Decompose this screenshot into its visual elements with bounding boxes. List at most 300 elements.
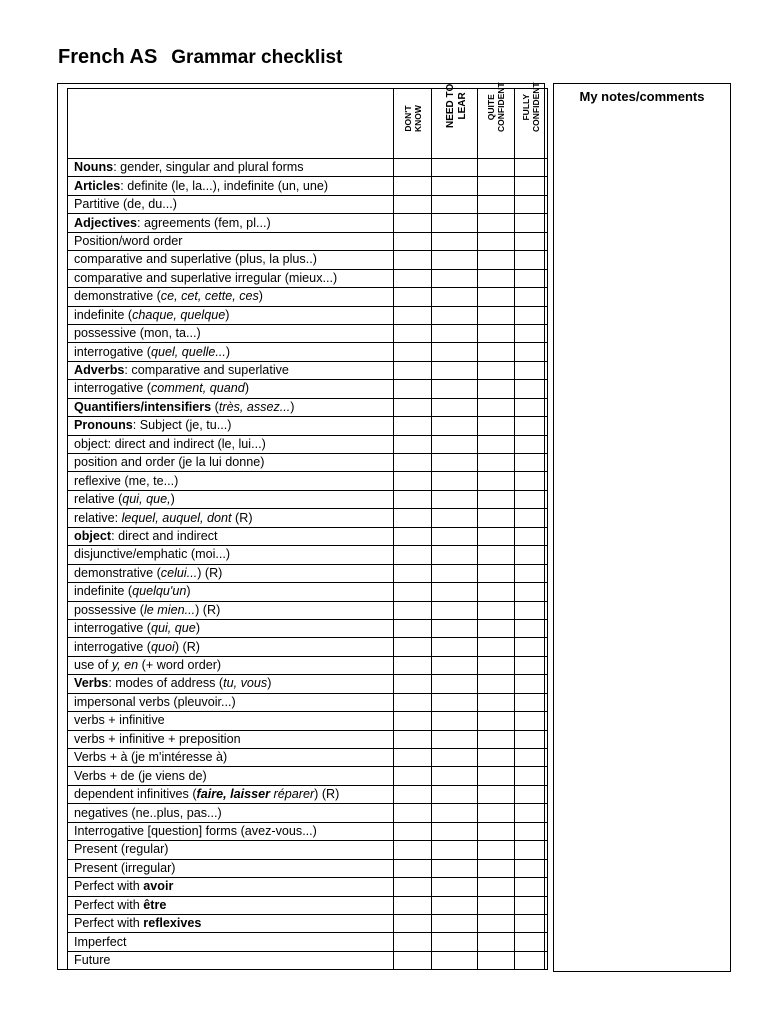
checkbox-cell-dont-know[interactable] [394,195,432,213]
checkbox-cell-quite-confident[interactable] [478,767,515,785]
checkbox-cell-quite-confident[interactable] [478,896,515,914]
topic-text: Future [74,953,111,968]
table-row [68,656,548,674]
checkbox-cell-need-to-learn[interactable] [432,841,478,859]
checkbox-cell-quite-confident[interactable] [478,324,515,342]
checkbox-cell-need-to-learn[interactable] [432,693,478,711]
topic-text: interrogative ( [74,381,151,396]
checkbox-cell-dont-know[interactable] [394,417,432,435]
checkbox-cell-dont-know[interactable] [394,380,432,398]
checkbox-cell-fully-confident[interactable] [515,822,548,840]
topic-cell [68,343,394,361]
checkbox-cell-need-to-learn[interactable] [432,454,478,472]
topic-text: relative ( [74,492,123,507]
checkbox-cell-quite-confident[interactable] [478,785,515,803]
topic-text: Verbs + à (je m'intéresse à) [74,750,228,765]
checkbox-cell-quite-confident[interactable] [478,933,515,951]
checkbox-cell-need-to-learn[interactable] [432,896,478,914]
checkbox-cell-dont-know[interactable] [394,896,432,914]
checkbox-cell-need-to-learn[interactable] [432,933,478,951]
checkbox-cell-fully-confident[interactable] [515,564,548,582]
checkbox-cell-need-to-learn[interactable] [432,638,478,656]
checkbox-cell-need-to-learn[interactable] [432,509,478,527]
checkbox-cell-dont-know[interactable] [394,656,432,674]
table-row [68,232,548,250]
table-row [68,583,548,601]
checkbox-cell-dont-know[interactable] [394,251,432,269]
table-row [68,324,548,342]
checkbox-cell-fully-confident[interactable] [515,712,548,730]
table-row [68,896,548,914]
checkbox-cell-fully-confident[interactable] [515,675,548,693]
topic-text: être [143,897,167,912]
checkbox-cell-need-to-learn[interactable] [432,232,478,250]
checkbox-cell-need-to-learn[interactable] [432,417,478,435]
checkbox-cell-fully-confident[interactable] [515,177,548,195]
checkbox-cell-dont-know[interactable] [394,159,432,177]
topic-text: avoir [143,879,174,894]
checkbox-cell-quite-confident[interactable] [478,914,515,932]
table-row [68,546,548,564]
checkbox-cell-quite-confident[interactable] [478,472,515,490]
checkbox-cell-dont-know[interactable] [394,472,432,490]
topic-text: qui, que, [122,492,171,507]
topic-text: comparative and superlative (plus, la plus..) [74,252,317,267]
title-sub: Grammar checklist [171,47,343,68]
table-row [68,712,548,730]
table-row [68,749,548,767]
notes-panel [553,83,731,972]
checkbox-cell-quite-confident[interactable] [478,601,515,619]
topic-cell [68,398,394,416]
checkbox-cell-need-to-learn[interactable] [432,251,478,269]
checkbox-cell-dont-know[interactable] [394,951,432,969]
checkbox-cell-dont-know[interactable] [394,914,432,932]
checkbox-cell-need-to-learn[interactable] [432,749,478,767]
checkbox-cell-need-to-learn[interactable] [432,767,478,785]
topic-text: object [74,528,112,543]
checkbox-cell-dont-know[interactable] [394,601,432,619]
topic-cell [68,914,394,932]
checkbox-cell-fully-confident[interactable] [515,509,548,527]
topic-text: Present (regular) [74,842,169,857]
checkbox-cell-fully-confident[interactable] [515,343,548,361]
checkbox-cell-need-to-learn[interactable] [432,361,478,379]
column-header-need-to-learn: NEED TO LEAR [432,89,478,159]
table-row [68,564,548,582]
checkbox-cell-dont-know[interactable] [394,232,432,250]
table-row [68,454,548,472]
topic-text: quel, quelle... [151,344,226,359]
topic-cell [68,804,394,822]
topic-text: Nouns [74,160,114,175]
topic-cell [68,564,394,582]
page-title [58,46,342,69]
checkbox-cell-fully-confident[interactable] [515,546,548,564]
checkbox-cell-quite-confident[interactable] [478,730,515,748]
topic-cell [68,324,394,342]
topic-text: le mien... [144,602,196,617]
checkbox-cell-need-to-learn[interactable] [432,380,478,398]
checkbox-cell-quite-confident[interactable] [478,638,515,656]
checkbox-cell-fully-confident[interactable] [515,601,548,619]
checkbox-cell-quite-confident[interactable] [478,951,515,969]
checkbox-cell-need-to-learn[interactable] [432,472,478,490]
topic-text: très, assez... [218,399,291,414]
checkbox-cell-need-to-learn[interactable] [432,822,478,840]
topic-text: relative: [74,510,122,525]
table-row [68,398,548,416]
topic-text: possessive ( [74,602,144,617]
checkbox-cell-need-to-learn[interactable] [432,878,478,896]
checkbox-cell-dont-know[interactable] [394,454,432,472]
table-row [68,730,548,748]
checkbox-cell-fully-confident[interactable] [515,195,548,213]
topic-text: interrogative ( [74,621,151,636]
table-row [68,822,548,840]
checkbox-cell-fully-confident[interactable] [515,896,548,914]
topic-text: verbs + infinitive + preposition [74,731,241,746]
checkbox-cell-fully-confident[interactable] [515,951,548,969]
checkbox-cell-quite-confident[interactable] [478,195,515,213]
topic-text: réparer [270,787,315,802]
topic-text: impersonal verbs (pleuvoir...) [74,694,236,709]
checkbox-cell-quite-confident[interactable] [478,269,515,287]
checkbox-cell-quite-confident[interactable] [478,490,515,508]
checkbox-cell-dont-know[interactable] [394,712,432,730]
checkbox-cell-fully-confident[interactable] [515,472,548,490]
checkbox-cell-dont-know[interactable] [394,509,432,527]
topic-text: demonstrative ( [74,289,161,304]
table-row [68,214,548,232]
checkbox-cell-quite-confident[interactable] [478,380,515,398]
topic-text: y, en [111,658,139,673]
topic-cell [68,822,394,840]
topic-text: qui, que [151,621,196,636]
title-main: French AS [58,46,158,68]
checkbox-cell-dont-know[interactable] [394,859,432,877]
checkbox-cell-fully-confident[interactable] [515,232,548,250]
topic-text: chaque, quelque [132,307,226,322]
topic-cell [68,251,394,269]
topic-cell [68,841,394,859]
checkbox-cell-need-to-learn[interactable] [432,177,478,195]
checkbox-cell-dont-know[interactable] [394,841,432,859]
checkbox-cell-dont-know[interactable] [394,933,432,951]
topic-cell [68,490,394,508]
checkbox-cell-fully-confident[interactable] [515,324,548,342]
checkbox-cell-fully-confident[interactable] [515,454,548,472]
topic-text: Perfect with [74,897,144,912]
checkbox-cell-fully-confident[interactable] [515,380,548,398]
topic-cell [68,730,394,748]
table-row [68,933,548,951]
checkbox-cell-dont-know[interactable] [394,288,432,306]
topic-cell [68,159,394,177]
checkbox-cell-fully-confident[interactable] [515,749,548,767]
checkbox-cell-dont-know[interactable] [394,324,432,342]
topic-cell [68,269,394,287]
topic-cell [68,859,394,877]
checkbox-cell-quite-confident[interactable] [478,619,515,637]
checkbox-cell-need-to-learn[interactable] [432,785,478,803]
topic-cell [68,417,394,435]
checkbox-cell-fully-confident[interactable] [515,583,548,601]
topic-text: ) [244,381,250,396]
checkbox-cell-quite-confident[interactable] [478,693,515,711]
checkbox-cell-quite-confident[interactable] [478,878,515,896]
checkbox-cell-dont-know[interactable] [394,343,432,361]
checkbox-cell-quite-confident[interactable] [478,177,515,195]
topic-text: ) [290,399,295,414]
topic-cell [68,878,394,896]
checkbox-cell-need-to-learn[interactable] [432,343,478,361]
checkbox-cell-need-to-learn[interactable] [432,583,478,601]
checkbox-cell-need-to-learn[interactable] [432,804,478,822]
table-row [68,195,548,213]
checkbox-cell-need-to-learn[interactable] [432,619,478,637]
table-row [68,490,548,508]
checkbox-cell-fully-confident[interactable] [515,435,548,453]
checkbox-cell-quite-confident[interactable] [478,232,515,250]
topic-cell [68,712,394,730]
checkbox-cell-fully-confident[interactable] [515,527,548,545]
checkbox-cell-need-to-learn[interactable] [432,914,478,932]
checkbox-cell-dont-know[interactable] [394,804,432,822]
checkbox-cell-quite-confident[interactable] [478,214,515,232]
topic-text: Adjectives [74,215,137,230]
checkbox-cell-quite-confident[interactable] [478,435,515,453]
checkbox-cell-quite-confident[interactable] [478,859,515,877]
checkbox-cell-dont-know[interactable] [394,785,432,803]
checkbox-cell-dont-know[interactable] [394,564,432,582]
checkbox-cell-need-to-learn[interactable] [432,656,478,674]
topic-cell [68,583,394,601]
checkbox-cell-fully-confident[interactable] [515,306,548,324]
checkbox-cell-fully-confident[interactable] [515,214,548,232]
checkbox-cell-fully-confident[interactable] [515,878,548,896]
checkbox-cell-dont-know[interactable] [394,693,432,711]
checkbox-cell-dont-know[interactable] [394,878,432,896]
topic-text: ) (R) [197,565,223,580]
column-header-dont-know: DON'T KNOW [394,89,432,159]
checkbox-cell-fully-confident[interactable] [515,417,548,435]
column-header-quite-confident: QUITE CONFIDENT [478,89,515,159]
checkbox-cell-need-to-learn[interactable] [432,730,478,748]
topic-text: comparative and superlative irregular (mieux...) [74,270,338,285]
table-row [68,435,548,453]
checkbox-cell-quite-confident[interactable] [478,841,515,859]
checkbox-cell-quite-confident[interactable] [478,417,515,435]
checklist-body [68,159,548,970]
checkbox-cell-dont-know[interactable] [394,767,432,785]
topic-cell [68,693,394,711]
topic-text: celui... [160,565,198,580]
topic-cell [68,675,394,693]
checkbox-cell-need-to-learn[interactable] [432,546,478,564]
topic-text: quoi [151,639,175,654]
topic-cell [68,380,394,398]
checkbox-cell-quite-confident[interactable] [478,361,515,379]
topic-text: ) [258,289,263,304]
checkbox-cell-fully-confident[interactable] [515,767,548,785]
checkbox-cell-dont-know[interactable] [394,177,432,195]
table-row [68,417,548,435]
checkbox-cell-fully-confident[interactable] [515,804,548,822]
checkbox-cell-quite-confident[interactable] [478,251,515,269]
topic-cell [68,619,394,637]
checkbox-cell-dont-know[interactable] [394,398,432,416]
checkbox-cell-dont-know[interactable] [394,361,432,379]
checkbox-cell-quite-confident[interactable] [478,546,515,564]
checkbox-cell-need-to-learn[interactable] [432,675,478,693]
checkbox-cell-fully-confident[interactable] [515,619,548,637]
topic-text: Adverbs [74,363,125,378]
topic-text: object: direct and indirect (le, lui...) [74,436,266,451]
table-row [68,601,548,619]
topic-text: Quantifiers/intensifiers [74,399,212,414]
checkbox-cell-dont-know[interactable] [394,527,432,545]
checkbox-cell-need-to-learn[interactable] [432,398,478,416]
checkbox-cell-quite-confident[interactable] [478,527,515,545]
topic-cell [68,435,394,453]
checkbox-cell-dont-know[interactable] [394,546,432,564]
checkbox-cell-need-to-learn[interactable] [432,564,478,582]
checkbox-cell-quite-confident[interactable] [478,712,515,730]
topic-header [68,89,394,159]
table-row [68,177,548,195]
checkbox-cell-quite-confident[interactable] [478,454,515,472]
topic-cell [68,785,394,803]
checkbox-cell-need-to-learn[interactable] [432,306,478,324]
checkbox-cell-fully-confident[interactable] [515,914,548,932]
checkbox-cell-quite-confident[interactable] [478,822,515,840]
checkbox-cell-fully-confident[interactable] [515,398,548,416]
topic-text: reflexive (me, te...) [74,473,179,488]
topic-cell [68,749,394,767]
checkbox-cell-need-to-learn[interactable] [432,288,478,306]
checkbox-cell-fully-confident[interactable] [515,269,548,287]
table-row [68,380,548,398]
table-row [68,785,548,803]
checkbox-cell-need-to-learn[interactable] [432,859,478,877]
table-row [68,251,548,269]
checkbox-cell-fully-confident[interactable] [515,785,548,803]
checkbox-cell-quite-confident[interactable] [478,675,515,693]
checkbox-cell-fully-confident[interactable] [515,656,548,674]
checkbox-cell-quite-confident[interactable] [478,656,515,674]
checkbox-cell-dont-know[interactable] [394,730,432,748]
topic-text: : direct and indirect [111,528,218,543]
topic-text: negatives (ne..plus, pas...) [74,805,222,820]
topic-text: faire, laisser [196,787,271,802]
topic-cell [68,951,394,969]
topic-text: ) [267,676,272,691]
checkbox-cell-dont-know[interactable] [394,749,432,767]
checkbox-cell-need-to-learn[interactable] [432,214,478,232]
checkbox-cell-need-to-learn[interactable] [432,435,478,453]
topic-text: Verbs [74,676,109,691]
topic-text: ) (R) [174,639,200,654]
topic-text: : definite (le, la...), indefinite (un, une) [120,178,329,193]
checkbox-cell-dont-know[interactable] [394,435,432,453]
checkbox-cell-fully-confident[interactable] [515,693,548,711]
checkbox-cell-quite-confident[interactable] [478,749,515,767]
topic-text: : agreements (fem, pl...) [137,215,271,230]
checkbox-cell-need-to-learn[interactable] [432,951,478,969]
checkbox-cell-dont-know[interactable] [394,675,432,693]
topic-cell [68,527,394,545]
checkbox-cell-need-to-learn[interactable] [432,601,478,619]
checkbox-cell-fully-confident[interactable] [515,490,548,508]
table-row [68,527,548,545]
checkbox-cell-fully-confident[interactable] [515,251,548,269]
checkbox-cell-quite-confident[interactable] [478,509,515,527]
checkbox-cell-dont-know[interactable] [394,214,432,232]
topic-text: interrogative ( [74,344,151,359]
checkbox-cell-need-to-learn[interactable] [432,269,478,287]
checkbox-cell-quite-confident[interactable] [478,288,515,306]
checkbox-cell-quite-confident[interactable] [478,583,515,601]
checkbox-cell-dont-know[interactable] [394,269,432,287]
topic-cell [68,896,394,914]
topic-text: tu, vous [223,676,268,691]
topic-text: interrogative ( [74,639,151,654]
checkbox-cell-quite-confident[interactable] [478,306,515,324]
table-row [68,509,548,527]
table-row [68,361,548,379]
checkbox-cell-quite-confident[interactable] [478,804,515,822]
checkbox-cell-need-to-learn[interactable] [432,527,478,545]
checkbox-cell-dont-know[interactable] [394,306,432,324]
checkbox-cell-fully-confident[interactable] [515,859,548,877]
checkbox-cell-dont-know[interactable] [394,638,432,656]
checkbox-cell-dont-know[interactable] [394,822,432,840]
topic-text: possessive (mon, ta...) [74,326,201,341]
checkbox-cell-fully-confident[interactable] [515,933,548,951]
checkbox-cell-quite-confident[interactable] [478,343,515,361]
table-row [68,878,548,896]
checkbox-cell-need-to-learn[interactable] [432,324,478,342]
checkbox-cell-fully-confident[interactable] [515,730,548,748]
checkbox-cell-need-to-learn[interactable] [432,712,478,730]
checkbox-cell-quite-confident[interactable] [478,398,515,416]
topic-text: : Subject (je, tu...) [132,418,232,433]
checkbox-cell-dont-know[interactable] [394,619,432,637]
checkbox-cell-need-to-learn[interactable] [432,195,478,213]
topic-cell [68,656,394,674]
checkbox-cell-fully-confident[interactable] [515,159,548,177]
topic-text: quelqu'un [132,584,187,599]
checkbox-cell-fully-confident[interactable] [515,841,548,859]
checkbox-cell-quite-confident[interactable] [478,564,515,582]
table-row [68,841,548,859]
checkbox-cell-fully-confident[interactable] [515,361,548,379]
topic-cell [68,933,394,951]
checkbox-cell-quite-confident[interactable] [478,159,515,177]
topic-text: Partitive (de, du...) [74,197,177,212]
topic-text: use of [74,658,112,673]
checkbox-cell-fully-confident[interactable] [515,288,548,306]
checkbox-cell-dont-know[interactable] [394,490,432,508]
checkbox-cell-need-to-learn[interactable] [432,159,478,177]
topic-text: lequel, auquel, dont [121,510,232,525]
checkbox-cell-dont-know[interactable] [394,583,432,601]
topic-cell [68,454,394,472]
checkbox-cell-need-to-learn[interactable] [432,490,478,508]
checkbox-cell-fully-confident[interactable] [515,638,548,656]
topic-text: ) [225,344,231,359]
